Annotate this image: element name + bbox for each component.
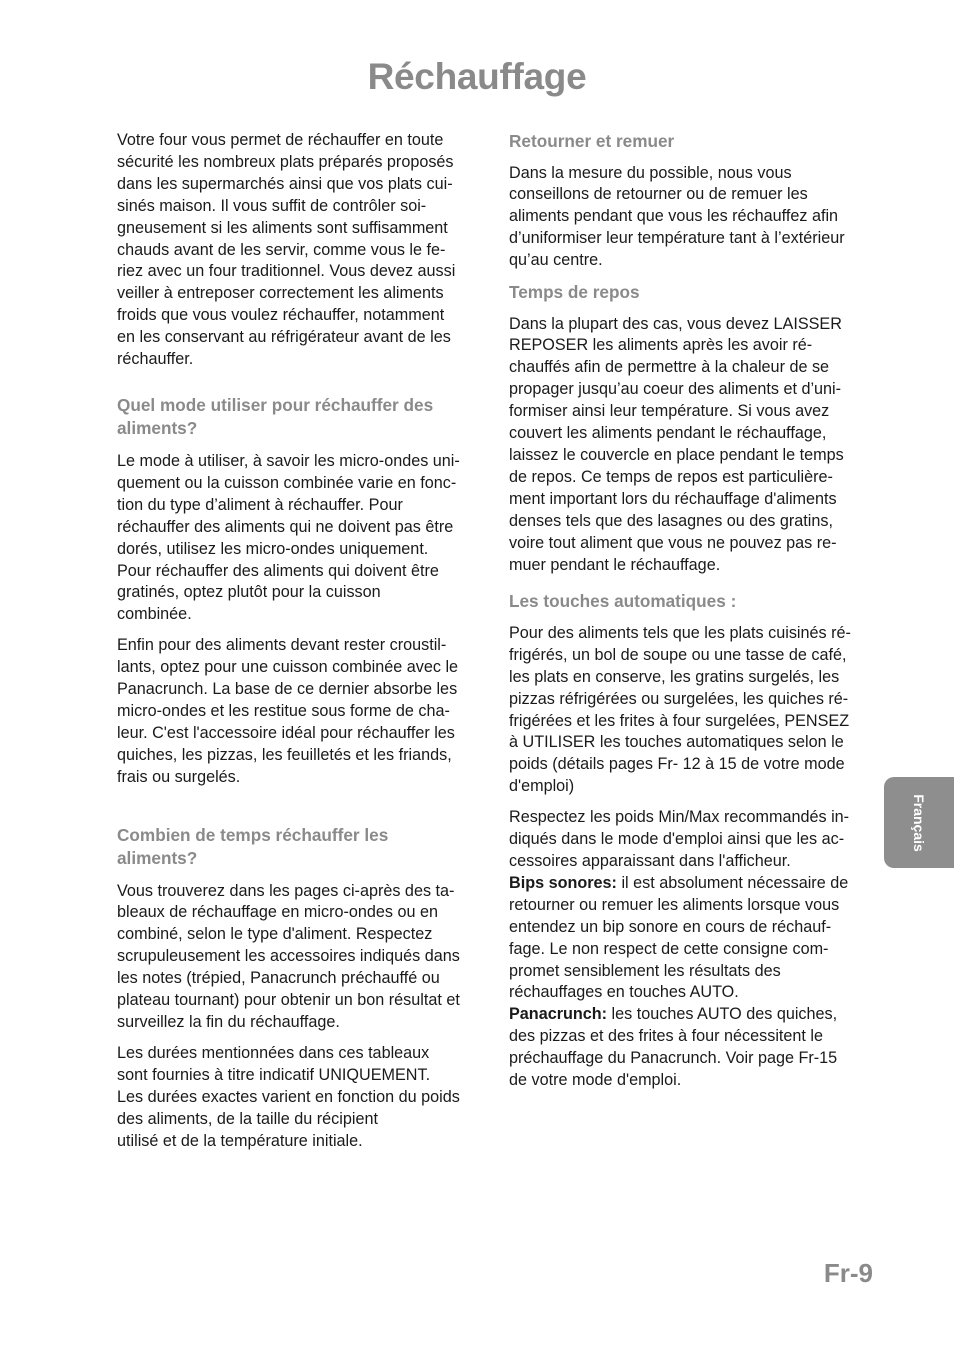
page-number: Fr-9 <box>823 1258 873 1288</box>
duration-paragraph-2: Les durées mentionnées dans ces tableaux sont fournies à titre indicatif UNIQUEMENT. Les durées exactes varient en fonction du poids des aliments, de la taille du récipient utilisé et de la température initiale. <box>117 1043 460 1150</box>
mode-paragraph-2: Enfin pour des aliments devant rester croustil- lants, optez pour une cuisson combinée avec le Panacrunch. La base de ce dernier absorbe les micro-ondes et les restitue sous forme de cha- leur. C'est l'accessoire idéal pour réchauffer les quiches, les pizzas, les feuilletés et les friands, frais ou surgelés. <box>117 636 459 786</box>
heading-mode: Quel mode utiliser pour réchauffer des aliments? <box>117 394 434 439</box>
language-tab <box>884 777 954 868</box>
heading-auto: Les touches automatiques : <box>509 591 737 612</box>
left-column <box>117 130 489 1152</box>
turn-paragraph: Dans la mesure du possible, nous vous conseillons de retourner ou de remuer les aliments pendant que vous les réchauffez afin d’uniformiser leur température tant à l’extérieur qu’au centre. <box>509 163 845 270</box>
duration-paragraph-1: Vous trouverez dans les pages ci-après des ta- bleaux de réchauffage en micro-ondes ou en combiné, selon le type d'aliment. Respectez scrupuleusement les accessoires indiqués dans les notes (trépied, Panacrunch préchauffé ou plateau tournant) pour obtenir un bon résultat et surveillez la fin du réchauffage. <box>117 881 460 1031</box>
bips-paragraph <box>509 873 881 1004</box>
language-tab-label: Français <box>911 793 927 852</box>
panacrunch-text: les touches AUTO des quiches, des pizzas et des frites à four nécessitent le préchauffage du Panacrunch. Voir page Fr-15 de votre mode d'emploi. <box>509 1005 838 1090</box>
rest-paragraph: Dans la plupart des cas, vous devez LAISSER REPOSER les aliments après les avoir ré- chauffés afin de permettre à la chaleur de se propager jusqu’au coeur des aliments et d’uni- formiser ainsi leur température. Si vous avez couvert les aliments pendant le réchauffage, laissez le couvercle en place pendant le temps de repos. Ce temps de repos est particulière- ment important lors du réchauffage d'aliments denses tels que des lasagnes ou des gratins, voire tout aliment que vous ne pouvez pas re- muer pendant le réchauffage. <box>509 314 844 574</box>
page-title: Réchauffage <box>367 56 587 97</box>
panacrunch-paragraph <box>509 1004 881 1092</box>
heading-duration: Combien de temps réchauffer les aliments? <box>117 824 389 869</box>
auto-paragraph-2: Respectez les poids Min/Max recommandés in- diqués dans le mode d'emploi ainsi que les ac- cessoires apparaissant dans l'afficheur. <box>509 808 850 870</box>
mode-paragraph-1: Le mode à utiliser, à savoir les micro-ondes uni- quement ou la cuisson combinée varie en fonc- tion du type d’aliment à réchauffer. Pour réchauffer des aliments qui ne doivent pas être dorés, utilisez les micro-ondes uniquement. Pour réchauffer des aliments qui doivent être gratinés, optez plutôt pour la cuisson combinée. <box>117 451 460 624</box>
heading-turn: Retourner et remuer <box>509 131 675 151</box>
right-column <box>509 130 881 1092</box>
intro-paragraph: Votre four vous permet de réchauffer en toute sécurité les nombreux plats préparés proposés dans les supermarchés ainsi que vos plats cui- sinés maison. Il vous suffit de contrôler soi- gneusement si les aliments sont suffisamment chauds avant de les servir, comme vous le fe- riez avec un four traditionnel. Vous devez aussi veiller à entreposer correctement les aliments froids que vous voulez réchauffer, notamment en les conservant au réfrigérateur avant de les réchauffer. <box>117 131 456 369</box>
bips-label: Bips sonores: <box>509 873 617 892</box>
heading-rest: Temps de repos <box>509 282 640 303</box>
bips-text: il est absolument nécessaire de retourner ou remuer les aliments lorsque vous entendez un bip sonore en cours de réchauf- fage. Le non respect de cette consigne com- promet sensiblement les résultats des réchauffages en touches AUTO. <box>509 873 849 1002</box>
panacrunch-label: Panacrunch: <box>509 1005 608 1024</box>
auto-paragraph-1: Pour des aliments tels que les plats cuisinés ré- frigérés, un bol de soupe ou une tasse de café, les plats en conserve, les gratins surgelés, les pizzas réfrigérées ou surgelées, les quiches ré- frigérées et les frites à four surgelées, PENSEZ à UTILISER les touches automatiques selon le poids (détails pages Fr- 12 à 15 de votre mode d'emploi) <box>509 623 851 796</box>
